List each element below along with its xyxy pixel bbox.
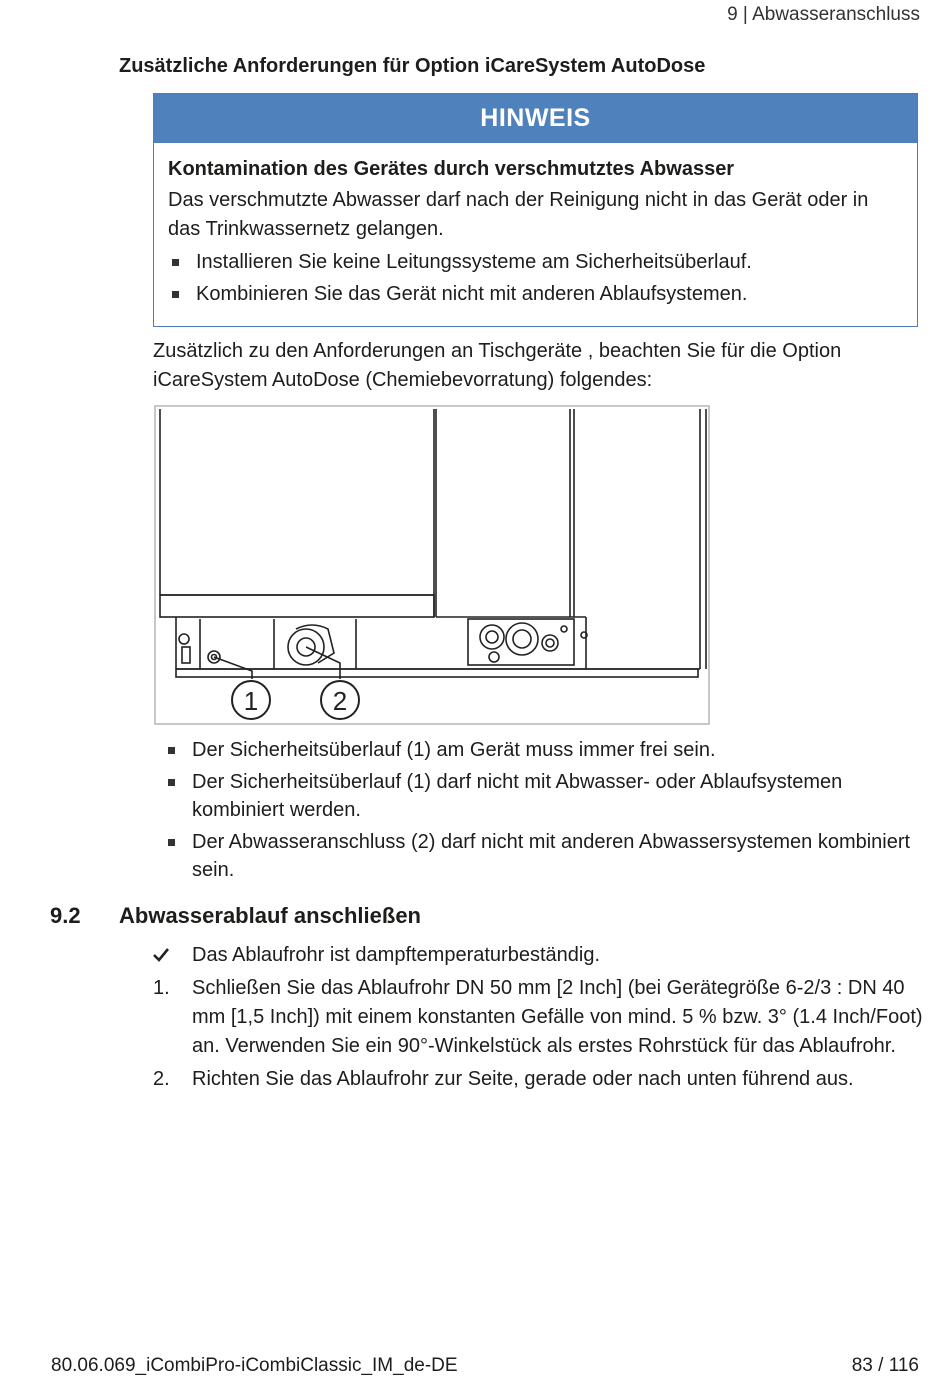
running-head: 9 | Abwasseranschluss [727,4,920,25]
sub-heading: Zusätzliche Anforderungen für Option iCareSystem AutoDose [119,55,706,77]
requirement-item: Der Sicherheitsüberlauf (1) darf nicht mit Abwasser- oder Ablaufsystemen kombiniert werden. [166,768,918,824]
document-id: 80.06.069_iCombiPro-iCombiClassic_IM_de-DE [51,1355,458,1376]
step-marker: 2. [153,1068,170,1090]
precondition-text: Das Ablaufrohr ist dampftemperaturbeständig. [192,944,600,966]
step-text: Schließen Sie das Ablaufrohr DN 50 mm [2 Inch] (bei Gerätegröße 6-2/3 : DN 40 mm [1,5 Inch]) mit einem konstanten Gefälle von mind. 5 % bzw. 3° (1.4 Inch/Foot) an. Verwenden Sie ein 90°-Winkelstück als erstes Rohrstück für das Ablaufrohr. [192,977,923,1057]
notice-bullet: Installieren Sie keine Leitungssysteme am Sicherheitsüberlauf. [168,248,903,276]
callout-2: 2 [332,686,348,716]
notice-text: Das verschmutzte Abwasser darf nach der Reinigung nicht in das Gerät oder in das Trinkwassernetz gelangen. [168,189,869,240]
step-item [153,1065,923,1094]
device-figure [154,405,710,725]
precondition [153,941,923,970]
step-marker: 1. [153,977,170,999]
notice-box [153,93,918,327]
step-item [153,974,923,1061]
checkmark-icon [153,948,169,962]
notice-label: HINWEIS [154,94,917,143]
section-title: Abwasserablauf anschließen [119,903,421,928]
notice-title: Kontamination des Gerätes durch verschmutztes Abwasser [168,158,735,180]
device-drawing [156,407,708,723]
requirements-list [166,732,918,884]
section-number: 9.2 [50,903,81,928]
notice-bullets [168,248,903,308]
page-number: 83 / 116 [851,1355,919,1376]
callout-1: 1 [243,686,259,716]
notice-bullet: Kombinieren Sie das Gerät nicht mit anderen Ablaufsystemen. [168,280,903,308]
step-text: Richten Sie das Ablaufrohr zur Seite, gerade oder nach unten führend aus. [192,1068,854,1090]
requirement-item: Der Abwasseranschluss (2) darf nicht mit anderen Abwassersystemen kombiniert sein. [166,828,918,884]
steps-list [153,941,923,1098]
intro-paragraph: Zusätzlich zu den Anforderungen an Tischgeräte , beachten Sie für die Option iCareSystem AutoDose (Chemiebevorratung) folgendes: [153,340,842,391]
requirement-item: Der Sicherheitsüberlauf (1) am Gerät muss immer frei sein. [166,736,918,764]
